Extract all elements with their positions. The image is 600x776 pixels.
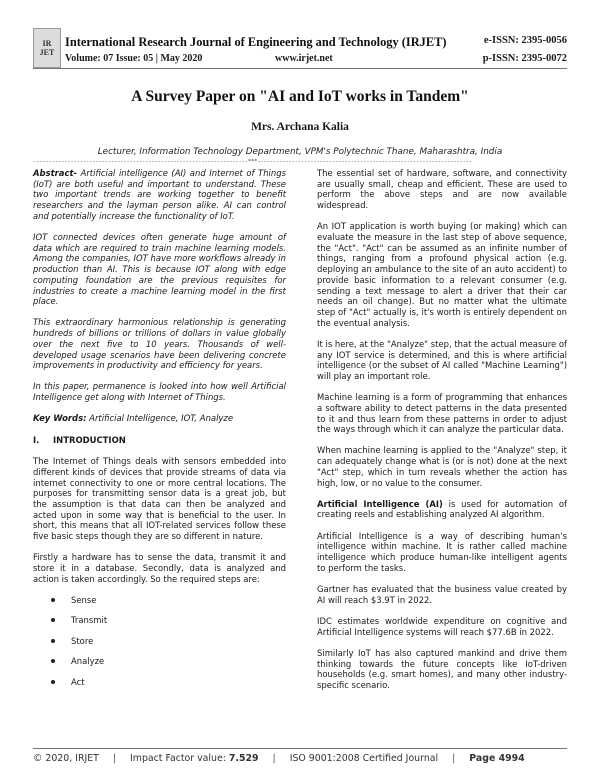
body-paragraph-8: Gartner has evaluated that the business value created by AI will reach $3.9T in 2022. (317, 584, 567, 605)
body-paragraph-6: Artificial Intelligence (AI) is used for automation of creating reels and establishing analyzed AI algorithm. (317, 498, 567, 520)
header-rule (33, 68, 567, 69)
irjet-logo (33, 28, 61, 68)
footer-copyright: © 2020, IRJET (33, 753, 99, 764)
footer-separator: | (272, 753, 276, 764)
body-paragraph-5: When machine learning is applied to the "Analyze" step, it can adequately change what is (or is not) done at the next "Act" step, which in turn reveals whether the action has high, low, or no value to the consumer. (317, 445, 567, 488)
ai-term: Artificial Intelligence (AI) (317, 498, 443, 509)
footer-separator: | (452, 753, 456, 764)
body-paragraph-4: Machine learning is a form of programming that enhances a software ability to detect patterns in the data presented to it and thus learn from these patterns in order to adjust the ways through which it can analyze the particular data. (317, 392, 567, 435)
volume-issue: Volume: 07 Issue: 05 | May 2020 (65, 53, 203, 64)
keywords-text: Artificial Intelligence, IOT, Analyze (86, 413, 234, 424)
body-paragraph-10: Similarly IoT has also captured mankind and drive them thinking towards the future concepts like IoT-driven households (e.g. smart homes), and many other industry-specific scenario. (317, 647, 567, 690)
bullet-icon (51, 659, 55, 663)
footer-separator: | (112, 753, 117, 764)
section-number: I. (33, 434, 40, 445)
logo-line-1: IR (42, 39, 52, 48)
bullet-icon (51, 598, 55, 602)
footer-impact-factor: Impact Factor value: 7.529 (130, 753, 259, 764)
list-item: Store (51, 636, 286, 647)
body-paragraph-9: IDC estimates worldwide expenditure on cognitive and Artificial Intelligence systems will reach $77.6B in 2022. (317, 615, 567, 637)
list-item: Transmit (51, 615, 286, 626)
bullet-icon (51, 618, 55, 622)
abstract-paragraph-4: In this paper, permanence is looked into how well Artificial Intelligence get along with Internet of Things. (33, 381, 286, 403)
list-item: Sense (51, 595, 286, 606)
e-issn: e-ISSN: 2395-0056 (483, 35, 567, 46)
footer-rule (33, 748, 567, 749)
section-heading-introduction (33, 435, 286, 446)
right-column (317, 168, 567, 701)
page-footer (33, 753, 567, 764)
abstract-paragraph-3: This extraordinary harmonious relationship is generating hundreds of billions or trillions of dollars in value globally over the next five to 10 years. Thousands of well-developed usage scenarios have been delivering concrete improvements in productivity and efficiency for years. (33, 317, 286, 371)
bullet-icon (51, 639, 55, 643)
journal-title: International Research Journal of Engineering and Technology (IRJET) (65, 35, 447, 49)
section-title: INTRODUCTION (53, 434, 126, 445)
abstract-paragraph (33, 168, 286, 222)
body-paragraph-1: The essential set of hardware, software, and connectivity are usually small, cheap and efficient. These are used to perform the above steps and are now available widespread. (317, 168, 567, 211)
p-issn: p-ISSN: 2395-0072 (482, 53, 567, 64)
keywords (33, 413, 286, 424)
left-column (33, 168, 286, 697)
footer-page-number: Page 4994 (469, 753, 525, 764)
body-paragraph-2: An IOT application is worth buying (or making) which can evaluate the measure in the last step of above sequence, the "Act". "Act" can be assumed as an infinite number of things, ranging from a profound physical action (e.g. deploying an ambulance to the site of an auto accident) to provide basic information to a relevant consumer (e.g. sending a text message to alert a driver that their car needs an oil change). But no matter what the ultimate step of "Act" actually is, it's worth is entirely dependent on the eventual analysis. (317, 221, 567, 328)
list-item: Act (51, 677, 286, 688)
bullet-icon (51, 680, 55, 684)
footer-iso: ISO 9001:2008 Certified Journal (289, 753, 439, 764)
abstract-text: Artificial intelligence (AI) and Internet of Things (IoT) are both useful and important to understand. These two important trends are working together to benefit researchers and the layman person alike. AI can control and potentially increase the functionality of IoT. (33, 168, 286, 221)
paper-title: A Survey Paper on "AI and IoT works in Tandem" (131, 88, 469, 105)
author-name: Mrs. Archana Kalia (251, 121, 349, 133)
logo-line-2: JET (39, 48, 55, 57)
intro-paragraph-1: The Internet of Things deals with sensors embedded into different kinds of devices that provide streams of data via internet connectivity to one or more central locations. The purposes for transmitting sensor data is a great job, but the assumption is that data can then be analyzed and acted upon in some way that is beneficial to the user. In short, this means that all IOT-related services follow these five basic steps though they are so different in nature. (33, 456, 286, 542)
body-paragraph-3: It is here, at the "Analyze" step, that the actual measure of any IOT service is determined, and this is where artificial intelligence (or the subset of AI called "Machine Learning") will play an important role. (317, 338, 567, 381)
section-divider: ---------------------------------------------------------------------***--------------------------------------------------------------------- (33, 158, 472, 165)
keywords-label: Key Words: (33, 413, 87, 424)
journal-website-link[interactable]: www.irjet.net (275, 53, 333, 64)
author-affiliation: Lecturer, Information Technology Department, VPM's Polytechnic Thane, Maharashtra, India (97, 147, 503, 157)
body-paragraph-7: Artificial Intelligence is a way of describing human's intelligence within machine. It is rather called machine intelligence which produce human-like intelligent agents to perform the tasks. (317, 530, 567, 573)
steps-list (33, 595, 286, 688)
list-item: Analyze (51, 656, 286, 667)
intro-paragraph-2: Firstly a hardware has to sense the data, transmit it and store it in a database. Secondly, data is analyzed and action is taken accordingly. So the required steps are: (33, 552, 286, 584)
journal-header (0, 0, 600, 72)
abstract-label: Abstract- (33, 168, 78, 178)
abstract-paragraph-2: IOT connected devices often generate huge amount of data which are required to train machine learning models. Among the companies, IOT have more workflows already in production than AI. This is because IOT along with edge computing foundation are the previous requisites for industries to create a machine learning model in the first place. (33, 232, 286, 307)
